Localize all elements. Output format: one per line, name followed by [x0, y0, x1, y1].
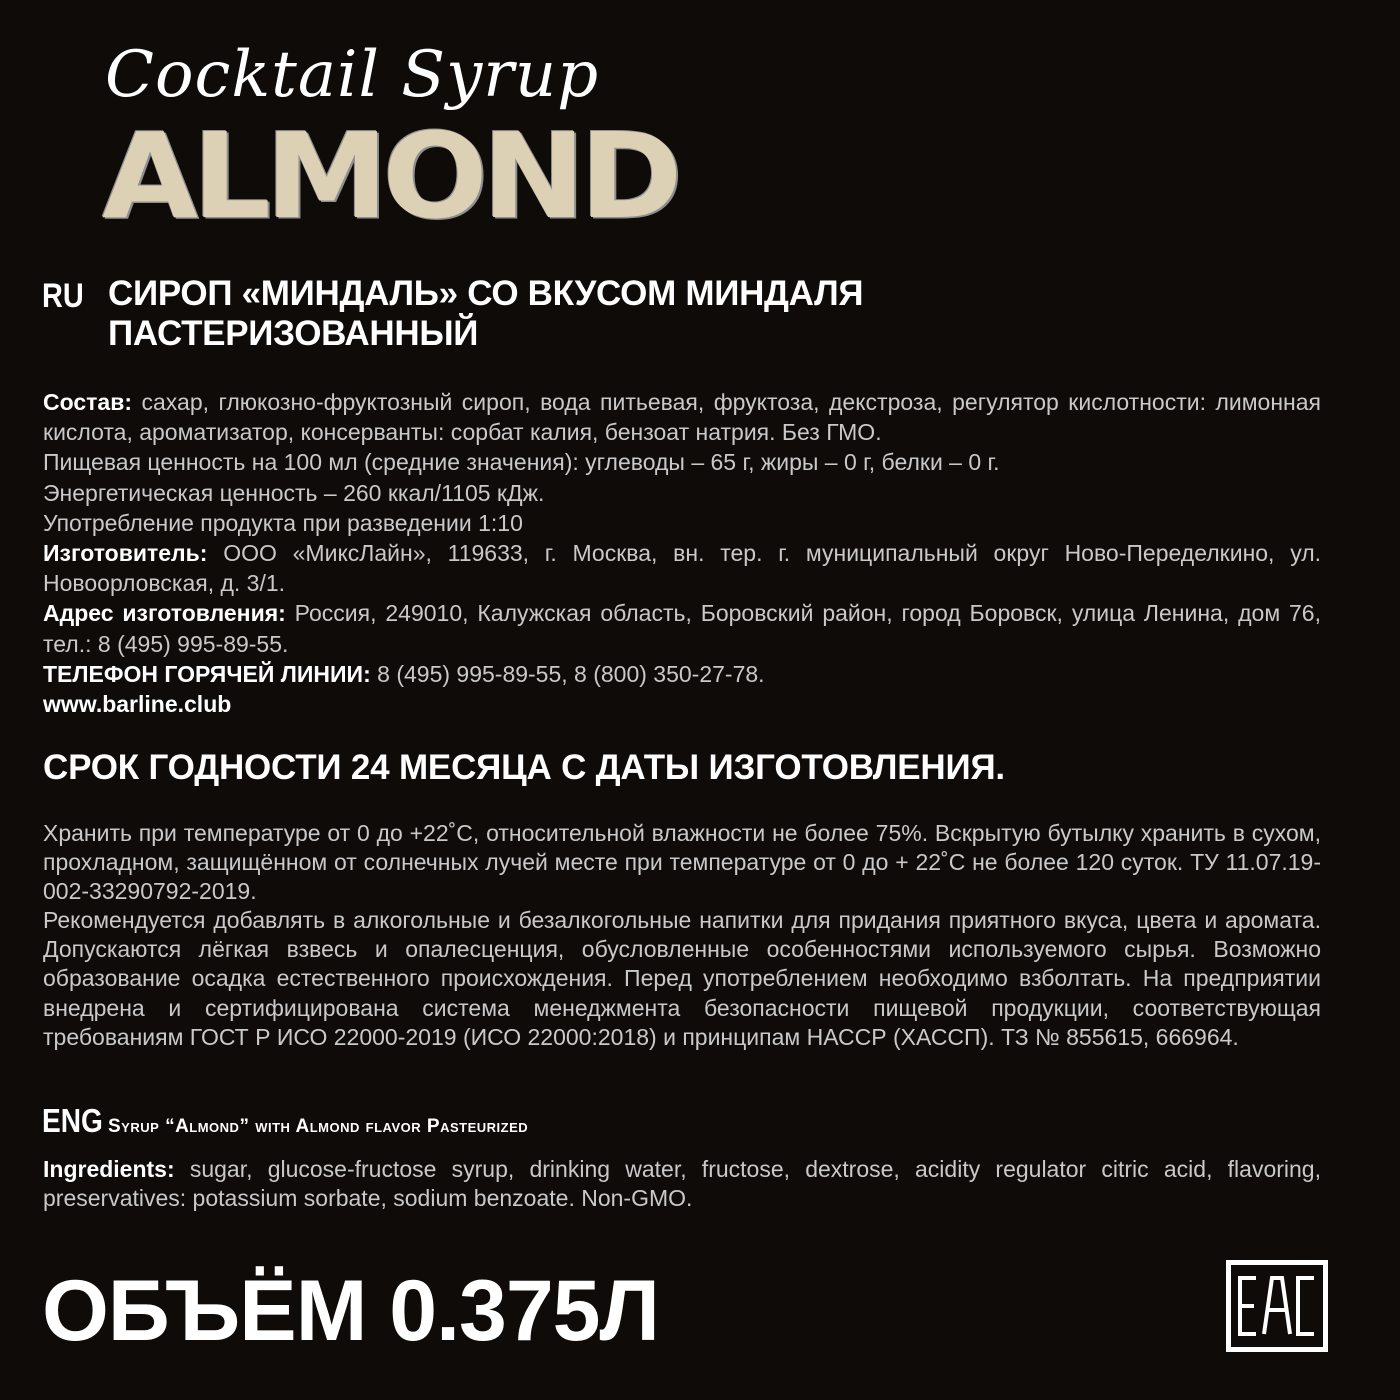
manufacturer-text: ООО «МиксЛайн», 119633, г. Москва, вн. тер. г. муниципальный округ Ново-Переделкино, ул. Новоорловская, д. 3/1. [43, 540, 1321, 597]
recommendation-text: Рекомендуется добавлять в алкогольные и безалкогольные напитки для придания приятного вкуса, цвета и аромата. Допускаются лёгкая взвесь и опалесценция, обусловленные особенностями используемого сырья. Возможно образование осадка естественного происхождения. Перед употреблением необходимо взболтать. На предприятии внедрена и сертифицирована система менеджмента безопасности пищевой продукции, соответствующая требованиям ГОСТ Р ИСО 22000-2019 (ИСО 22000:2018) и принципам НАССР (ХАССП). ТЗ № 855615, 666964. [43, 907, 1321, 1050]
composition-text: сахар, глюкозно-фруктозный сироп, вода питьевая, фруктоза, декстроза, регулятор кислотности: лимонная кислота, ароматизатор, консерванты: сорбат калия, бензоат натрия. Без ГМО. [43, 389, 1321, 446]
manufacturer-paragraph [43, 538, 1321, 598]
hotline-text: 8 (495) 995-89-55, 8 (800) 350-27-78. [370, 660, 765, 687]
dilution-text: Употребление продукта при разведении 1:10 [43, 509, 523, 536]
product-title-ru-line2: ПАСТЕРИЗОВАННЫЙ [108, 314, 479, 353]
composition-paragraph [43, 387, 1321, 447]
hotline-paragraph [43, 659, 1321, 689]
eac-mark-icon [1226, 1260, 1328, 1352]
production-address-paragraph [43, 598, 1321, 658]
production-address-label: Адрес изготовления: [43, 600, 286, 627]
storage-block-ru [43, 819, 1321, 1052]
lang-code-en: ENG [42, 1102, 103, 1139]
ingredients-text: sugar, glucose-fructose syrup, drinking water, fructose, dextrose, acidity regulator citric acid, flavoring, preservatives: potassium sorbate, sodium benzoate. Non-GMO. [43, 1156, 1321, 1211]
product-title-ru [108, 274, 863, 354]
nutrition-text: Пищевая ценность на 100 мл (средние значения): углеводы – 65 г, жиры – 0 г, белки – 0 г. [43, 449, 1000, 476]
shelf-life-heading: СРОК ГОДНОСТИ 24 МЕСЯЦА С ДАТЫ ИЗГОТОВЛЕНИЯ. [43, 748, 1005, 787]
flavor-title: ALMOND [102, 108, 677, 246]
composition-label: Состав: [43, 389, 133, 415]
storage-text: Хранить при температуре от 0 до +22˚С, относительной влажности не более 75%. Вскрытую бутылку хранить в сухом, прохладном, защищённом от солнечных лучей месте при температуре от 0 до + 22˚С не более 120 суток. ТУ 11.07.19-002-33290792-2019. [43, 820, 1321, 905]
manufacturer-label: Изготовитель: [43, 540, 208, 567]
ingredients-label: Ingredients: [43, 1156, 175, 1182]
hotline-label: ТЕЛЕФОН ГОРЯЧЕЙ ЛИНИИ: [43, 660, 371, 687]
product-title-ru-line1: СИРОП «МИНДАЛЬ» СО ВКУСОМ МИНДАЛЯ [108, 274, 864, 313]
ingredients-paragraph [43, 1155, 1321, 1213]
volume-label: ОБЪЁМ 0.375Л [42, 1263, 659, 1359]
product-title-en: Syrup “Almond” with Almond flavor Pasteurized [108, 1116, 529, 1137]
info-block-ru [43, 387, 1321, 719]
brand-script-title: Cocktail Syrup [105, 38, 600, 112]
energy-text: Энергетическая ценность – 260 ккал/1105 кДж. [43, 479, 545, 506]
production-address-text: Россия, 249010, Калужская область, Боровский район, город Боровск, улица Ленина, дом 76, тел.: 8 (495) 995-89-55. [43, 600, 1321, 657]
product-title-en-row [42, 1102, 528, 1140]
ingredients-block-en [43, 1155, 1321, 1213]
website-link[interactable]: www.barline.club [43, 691, 232, 718]
lang-code-ru: RU [42, 277, 84, 315]
